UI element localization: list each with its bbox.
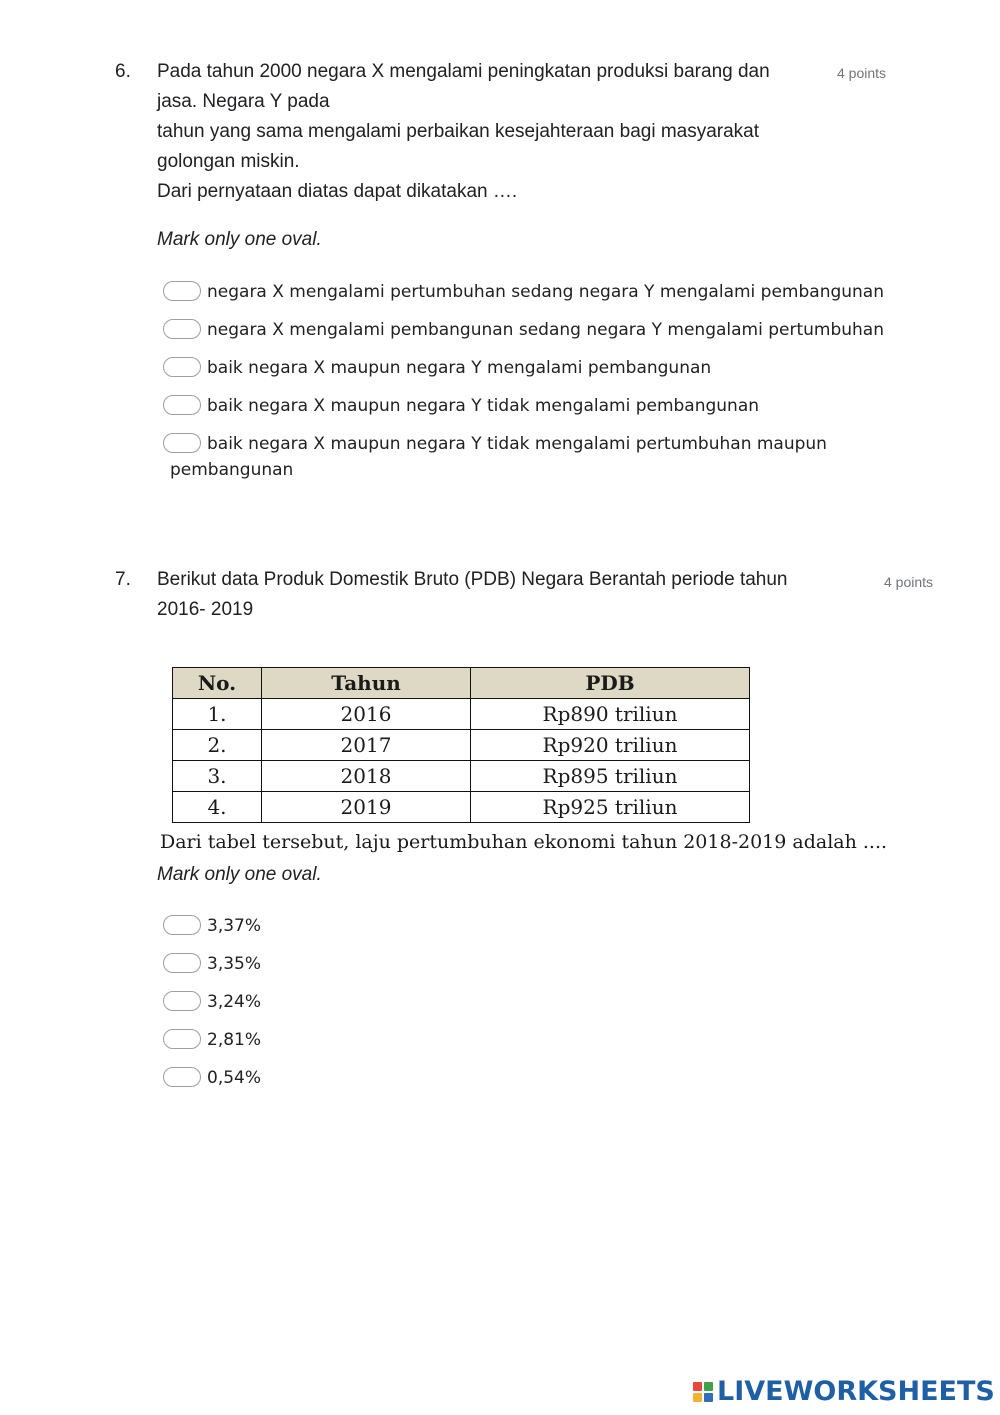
table-caption: Dari tabel tersebut, laju pertumbuhan ekonomi tahun 2018-2019 adalah ....: [160, 831, 888, 853]
logo-square: [704, 1382, 713, 1391]
option-label: negara X mengalami pembangunan sedang negara Y mengalami pertumbuhan: [207, 320, 884, 340]
question-7-option[interactable]: [163, 951, 261, 977]
question-6-option[interactable]: [163, 279, 884, 305]
table-cell: 4.: [173, 792, 262, 823]
question-6-option[interactable]: [163, 393, 759, 419]
table-cell: Rp925 triliun: [471, 792, 750, 823]
table-header-row: [173, 668, 750, 699]
table-header-cell: No.: [173, 668, 262, 699]
question-6-line: Pada tahun 2000 negara X mengalami peningkatan produksi barang dan: [157, 61, 770, 82]
radio-oval[interactable]: [163, 953, 201, 973]
logo-icon: [693, 1382, 713, 1402]
question-6-option[interactable]: [163, 431, 827, 483]
question-7-option[interactable]: [163, 913, 261, 939]
option-label: 2,81%: [207, 1030, 262, 1050]
radio-oval[interactable]: [163, 319, 201, 339]
option-label: 3,35%: [207, 954, 262, 974]
table-cell: 1.: [173, 699, 262, 730]
option-label-continued: pembangunan: [170, 460, 294, 480]
radio-oval[interactable]: [163, 915, 201, 935]
question-7-line: 2016- 2019: [157, 599, 254, 620]
option-label: 0,54%: [207, 1068, 262, 1088]
table-row: [173, 730, 750, 761]
question-7-option[interactable]: [163, 989, 261, 1015]
table-cell: 2018: [262, 761, 471, 792]
question-7-line: Berikut data Produk Domestik Bruto (PDB) Negara Berantah periode tahun: [157, 569, 788, 590]
question-6-line: Dari pernyataan diatas dapat dikatakan ….: [157, 181, 518, 202]
radio-oval[interactable]: [163, 395, 201, 415]
radio-oval[interactable]: [163, 1029, 201, 1049]
option-label: baik negara X maupun negara Y tidak mengalami pertumbuhan maupun: [207, 434, 827, 454]
option-label: baik negara X maupun negara Y mengalami pembangunan: [207, 358, 712, 378]
logo-square: [693, 1393, 702, 1402]
table-row: [173, 792, 750, 823]
logo-square: [693, 1382, 702, 1391]
table-cell: 2019: [262, 792, 471, 823]
radio-oval[interactable]: [163, 991, 201, 1011]
table-cell: 2016: [262, 699, 471, 730]
question-6-text: [157, 57, 827, 207]
question-7-instruction: Mark only one oval.: [157, 864, 322, 885]
table-row: [173, 699, 750, 730]
question-6-line: jasa. Negara Y pada: [157, 91, 330, 112]
table-cell: 3.: [173, 761, 262, 792]
radio-oval[interactable]: [163, 357, 201, 377]
pdb-table: [172, 667, 750, 823]
table-cell: Rp890 triliun: [471, 699, 750, 730]
table-cell: Rp920 triliun: [471, 730, 750, 761]
question-7-option[interactable]: [163, 1027, 261, 1053]
question-7-number: 7.: [115, 569, 131, 590]
table-header-cell: Tahun: [262, 668, 471, 699]
table-row: [173, 761, 750, 792]
question-7-option[interactable]: [163, 1065, 261, 1091]
option-label: negara X mengalami pertumbuhan sedang negara Y mengalami pembangunan: [207, 282, 884, 302]
table-header-cell: PDB: [471, 668, 750, 699]
radio-oval[interactable]: [163, 433, 201, 453]
liveworksheets-logo: [693, 1376, 995, 1407]
radio-oval[interactable]: [163, 1067, 201, 1087]
question-6-instruction: Mark only one oval.: [157, 229, 322, 250]
option-label: 3,37%: [207, 916, 262, 936]
radio-oval[interactable]: [163, 281, 201, 301]
question-6-option[interactable]: [163, 317, 884, 343]
question-7-points: 4 points: [884, 574, 934, 590]
question-6-points: 4 points: [837, 65, 887, 81]
option-label: 3,24%: [207, 992, 262, 1012]
question-7-text: [157, 565, 857, 625]
question-6-line: golongan miskin.: [157, 151, 300, 172]
question-6-number: 6.: [115, 61, 131, 82]
table-cell: 2017: [262, 730, 471, 761]
table-cell: Rp895 triliun: [471, 761, 750, 792]
option-label: baik negara X maupun negara Y tidak mengalami pembangunan: [207, 396, 760, 416]
question-6-option[interactable]: [163, 355, 711, 381]
logo-square: [704, 1393, 713, 1402]
logo-text: LIVEWORKSHEETS: [717, 1376, 995, 1407]
table-cell: 2.: [173, 730, 262, 761]
question-6-line: tahun yang sama mengalami perbaikan kesejahteraan bagi masyarakat: [157, 121, 760, 142]
